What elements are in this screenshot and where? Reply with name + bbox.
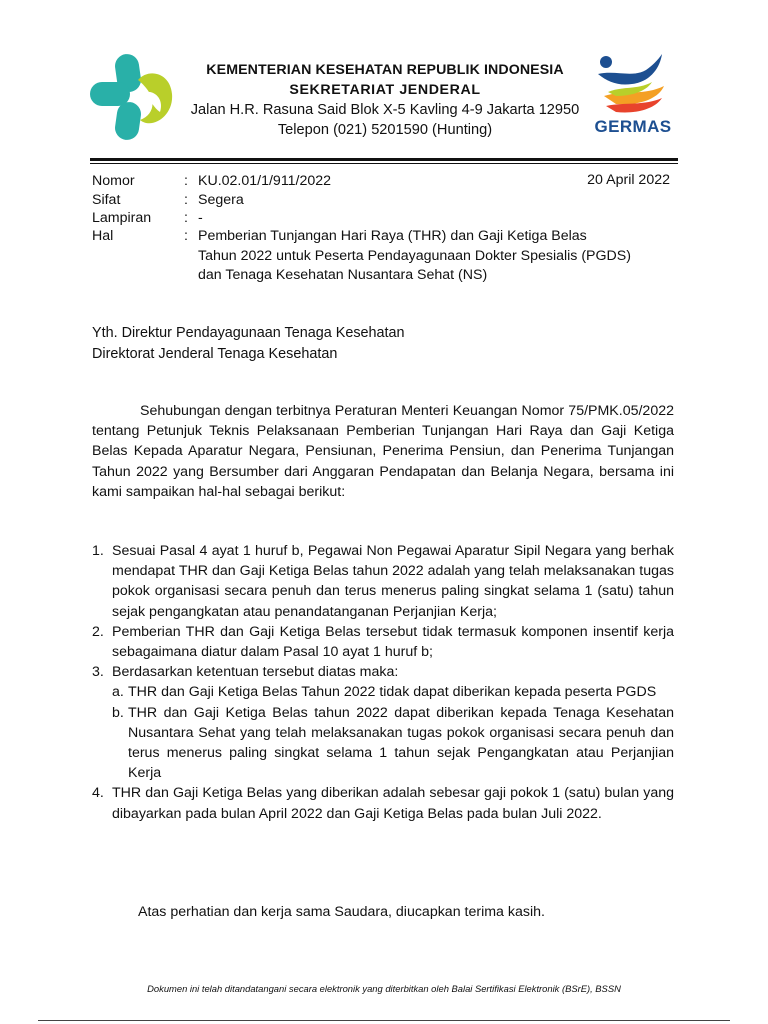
sub-list-item	[112, 682, 674, 702]
list-number: 3.	[92, 664, 104, 681]
kemenkes-logo-icon	[86, 50, 178, 144]
sub-list-letter: b.	[112, 704, 124, 721]
hal-colon: :	[184, 228, 188, 244]
list-number: 1.	[92, 543, 104, 559]
list-text: Pemberian THR dan Gaji Ketiga Belas tersebut tidak termasuk komponen insentif kerja sebagaimana diatur dalam Pasal 10 ayat 1 huruf b;	[112, 623, 674, 661]
secretariat-name: SEKRETARIAT JENDERAL	[289, 82, 481, 98]
nomor-colon: :	[184, 173, 188, 189]
list-item	[92, 783, 674, 823]
lampiran-label: Lampiran	[92, 210, 152, 226]
closing-sentence: Atas perhatian dan kerja sama Saudara, diucapkan terima kasih.	[138, 904, 545, 920]
address: Jalan H.R. Rasuna Said Blok X-5 Kavling 4-9 Jakarta 12950	[190, 102, 580, 118]
letterhead	[170, 60, 600, 140]
nomor-label: Nomor	[92, 173, 135, 189]
phone: Telepon (021) 5201590 (Hunting)	[277, 122, 493, 138]
sub-list-text: THR dan Gaji Ketiga Belas Tahun 2022 tidak dapat diberikan kepada peserta PGDS	[128, 684, 657, 701]
nomor-value: KU.02.01/1/911/2022	[198, 173, 332, 189]
hal-line: dan Tenaga Kesehatan Nusantara Sehat (NS)	[198, 267, 488, 283]
germas-wordmark: GERMAS	[594, 117, 672, 136]
letterhead-divider-thin	[90, 163, 678, 164]
letterhead-divider	[90, 158, 678, 161]
hal-label: Hal	[92, 228, 114, 244]
list-item	[92, 622, 674, 662]
sub-list-letter: a.	[112, 684, 124, 701]
hal-subject	[198, 227, 631, 286]
sub-list-text: THR dan Gaji Ketiga Belas tahun 2022 dapat diberikan kepada Tenaga Kesehatan Nusantara Sehat yang telah melaksanakan tugas pokok organisasi secara penuh dan terus menerus paling singkat selama 1 tahun sejak Pengangkatan atau Perjanjian Kerja	[128, 704, 674, 782]
lampiran-value: -	[198, 210, 203, 226]
e-signature-footer: Dokumen ini telah ditandatangani secara elektronik yang diterbitkan oleh Balai Sertifikasi Elektronik (BSrE), BSSN	[147, 983, 621, 994]
hal-line: Tahun 2022 untuk Peserta Pendayagunaan Dokter Spesialis (PGDS)	[198, 247, 631, 264]
addressee-line: Direktorat Jenderal Tenaga Kesehatan	[92, 346, 338, 362]
ministry-name: KEMENTERIAN KESEHATAN REPUBLIK INDONESIA	[206, 62, 564, 78]
addressee	[92, 323, 405, 365]
list-text: Sesuai Pasal 4 ayat 1 huruf b, Pegawai Non Pegawai Aparatur Sipil Negara yang berhak mendapat THR dan Gaji Ketiga Belas tahun 2022 adalah yang telah melaksanakan tugas pokok organisasi secara penuh dan terus menerus paling singkat selama 1 (satu) tahun sejak pengangkatan atau penandatanganan Perjanjian Kerja;	[112, 543, 674, 620]
lampiran-colon: :	[184, 210, 188, 226]
addressee-line: Yth. Direktur Pendayagunaan Tenaga Kesehatan	[92, 325, 405, 341]
letter-date: 20 April 2022	[587, 172, 670, 188]
list-text: THR dan Gaji Ketiga Belas yang diberikan adalah sebesar gaji pokok 1 (satu) bulan yang dibayarkan pada bulan April 2022 dan Gaji Ketiga Belas pada bulan Juli 2022.	[112, 785, 674, 822]
hal-line: Pemberian Tunjangan Hari Raya (THR) dan Gaji Ketiga Belas	[198, 228, 587, 244]
list-text: Berdasarkan ketentuan tersebut diatas maka:	[112, 664, 399, 681]
sub-list-item	[112, 703, 674, 784]
list-number: 2.	[92, 623, 104, 640]
sifat-value: Segera	[198, 192, 244, 208]
intro-paragraph: Sehubungan dengan terbitnya Peraturan Menteri Keuangan Nomor 75/PMK.05/2022 tentang Petunjuk Teknis Pelaksanaan Pemberian Tunjangan Hari Raya dan Gaji Ketiga Belas Kepada Aparatur Negara, Pensiunan, Penerima Pensiun, dan Penerima Tunjangan Tahun 2022 yang Bersumber dari Anggaran Pendapatan dan Belanja Negara, bersama ini kami sampaikan hal-hal sebagai berikut:	[92, 403, 674, 500]
list-number: 4.	[92, 785, 104, 802]
list-item	[92, 662, 674, 783]
list-item	[92, 541, 674, 622]
page-bottom-line	[38, 1020, 730, 1021]
numbered-list	[92, 541, 674, 824]
sifat-colon: :	[184, 192, 188, 208]
sifat-label: Sifat	[92, 192, 121, 208]
